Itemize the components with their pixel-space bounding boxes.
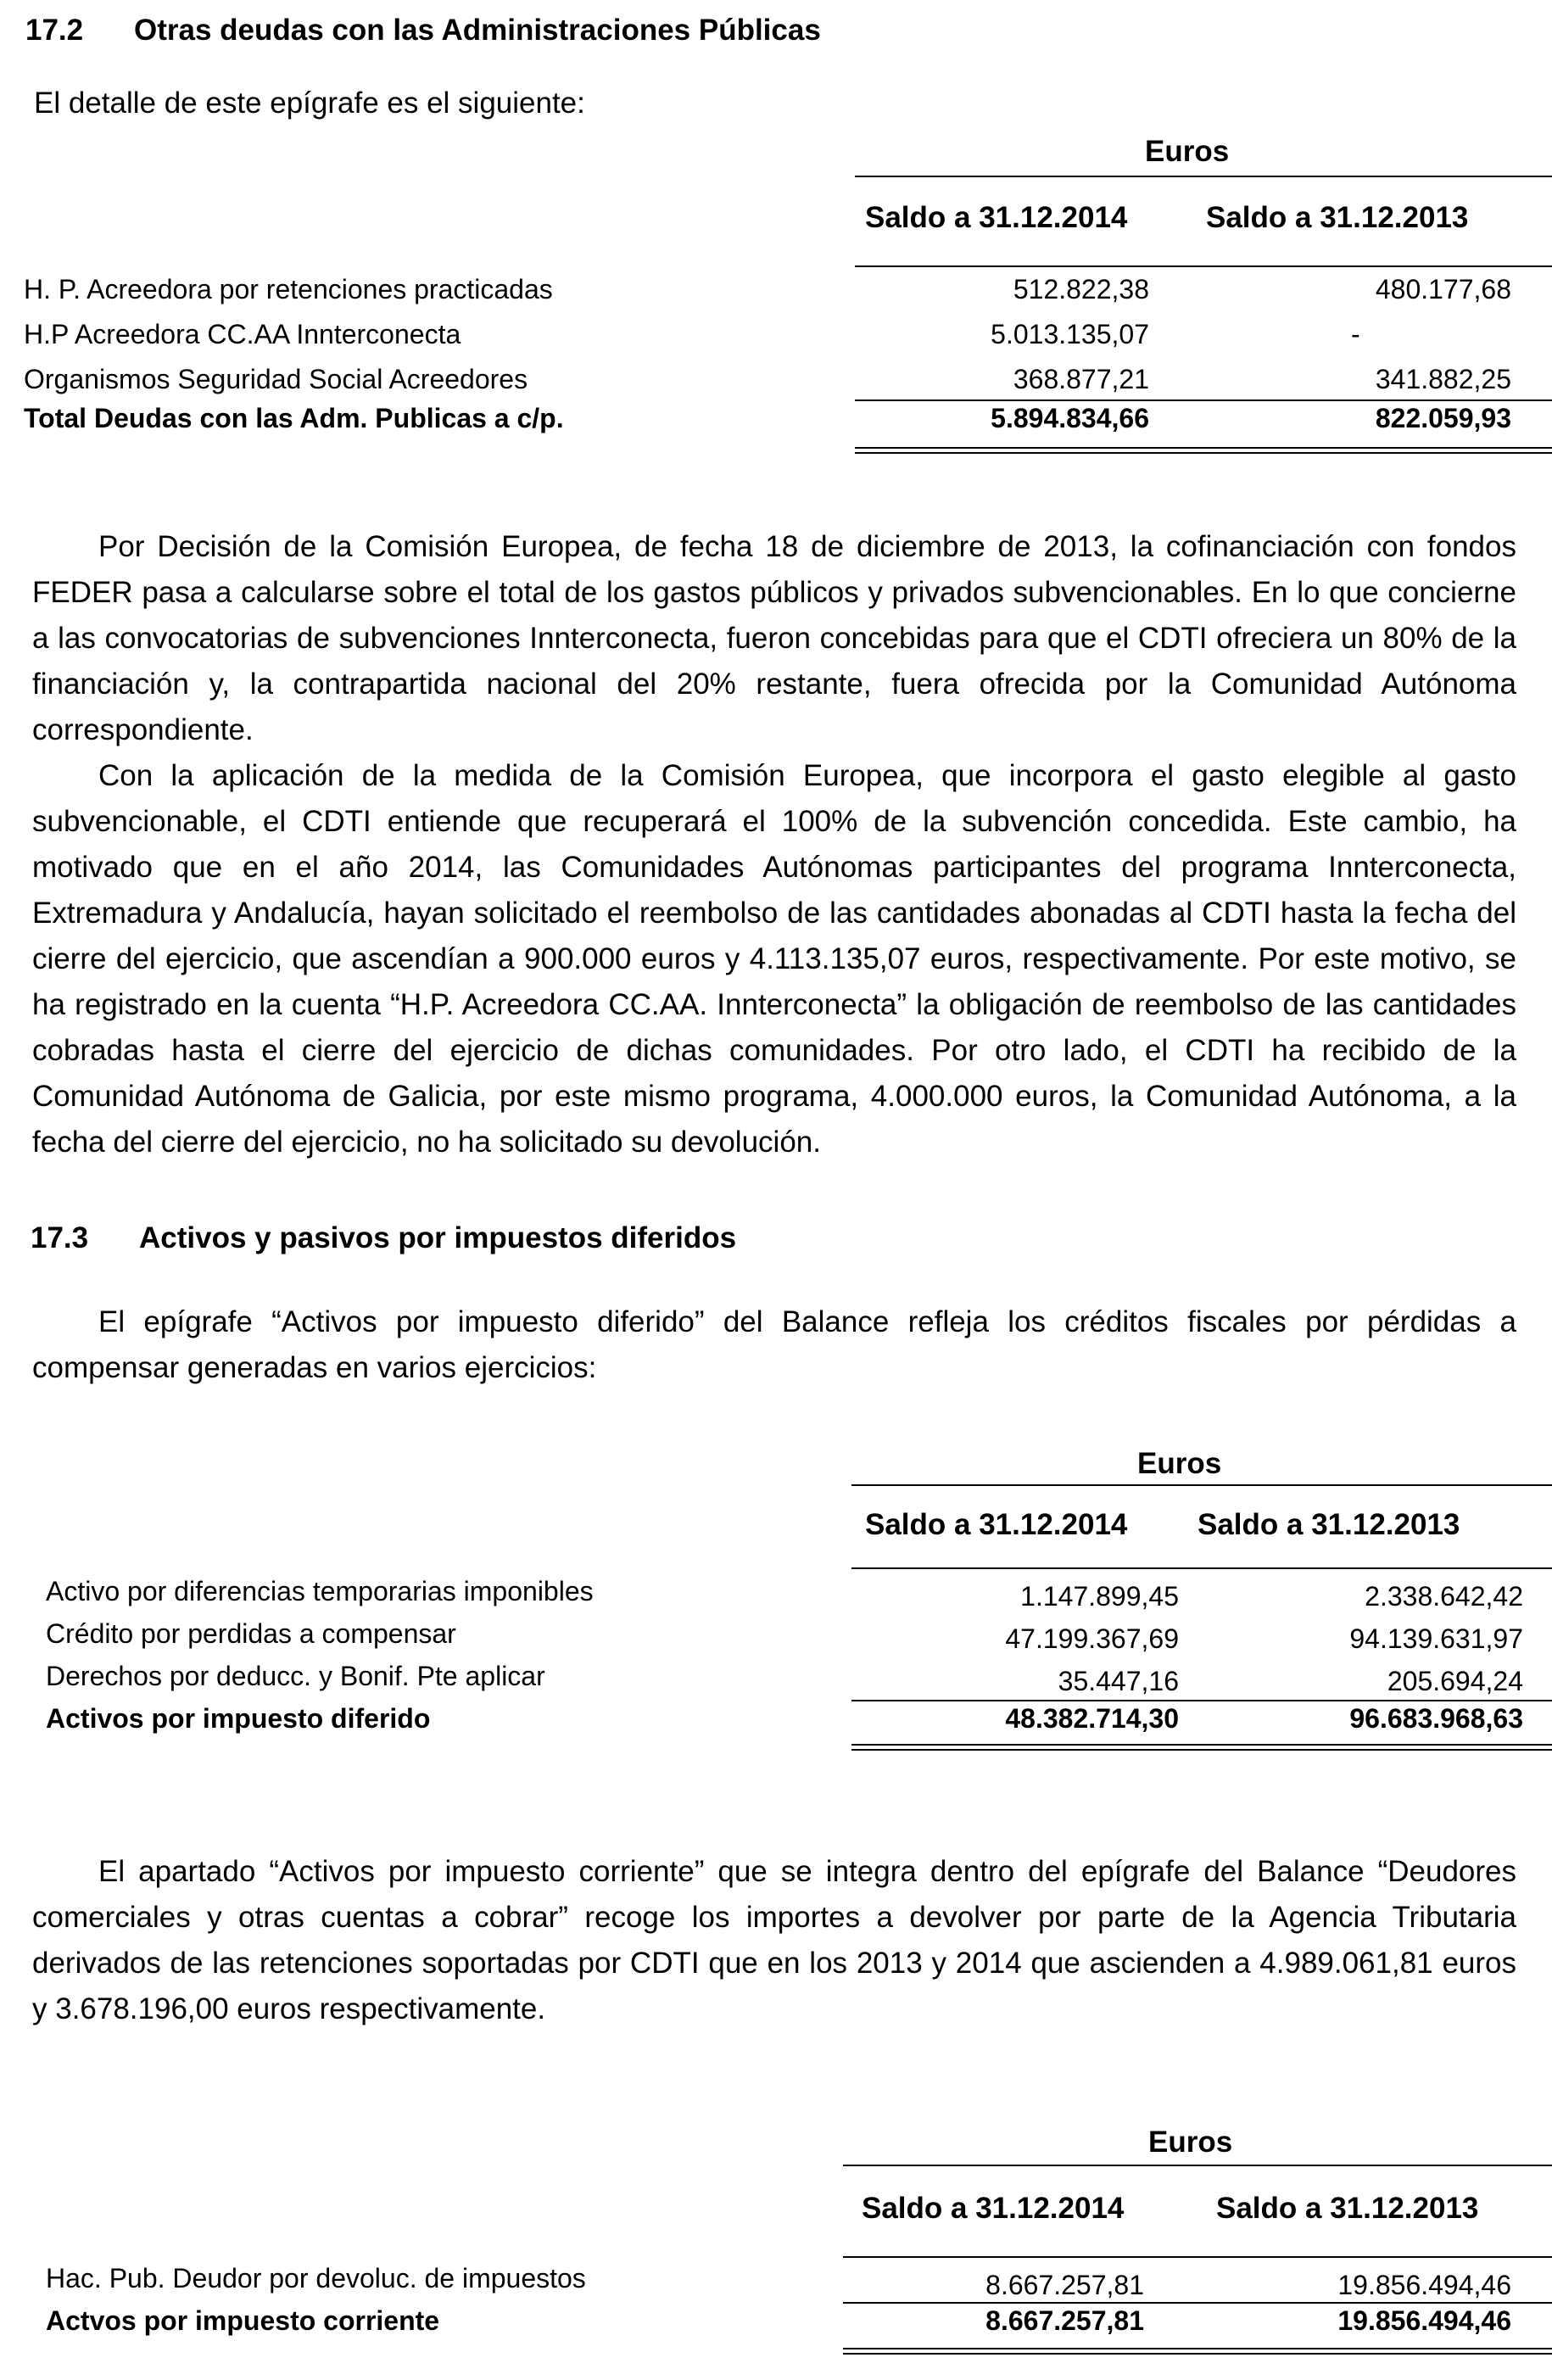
table-row [24,274,1535,318]
paragraph: Por Decisión de la Comisión Europea, de fecha 18 de diciembre de 2013, la cofinanciación con fondos FEDER pasa a calcularse sobre el total de los gastos públicos y privados subvencionables. En lo que concierne a las convocatorias de subvenciones Innterconecta, fueron concebidas para que el CDTI ofreciera un 80% de la financiación y, la contrapartida nacional del 20% restante, fuera ofrecida por la Comunidad Autónoma correspondiente. [32,530,1516,746]
section-title: Activos y pasivos por impuestos diferidos [139,1221,737,1254]
total-2013: 19.856.494,46 [1337,2305,1511,2336]
table-unit-header: Euros [1148,2126,1233,2159]
section-17-2-heading [25,14,821,47]
table-impuesto-corriente [46,2120,1538,2375]
table-deudas [24,131,1535,471]
col-header-2013: Saldo a 31.12.2013 [1206,201,1469,234]
section-number: 17.3 [31,1221,89,1254]
value-2014: 35.447,16 [1058,1666,1179,1696]
header-underline [855,265,1552,267]
row-label: Hac. Pub. Deudor por devoluc. de impuestos [46,2263,586,2293]
value-2013: 205.694,24 [1387,1666,1523,1696]
row-label: Activo por diferencias temporarias imponibles [46,1576,594,1606]
paragraph: El apartado “Activos por impuesto corriente” que se integra dentro del epígrafe del Balance “Deudores comerciales y otras cuentas a cobrar” recoge los importes a devolver por parte de la Agencia Tributaria derivados de las retenciones soportadas por CDTI que en los 2013 y 2014 que ascienden a 4.989.061,81 euros y 3.678.196,00 euros respectivamente. [32,1855,1516,2025]
section-17-3-heading [31,1221,736,1255]
paragraph: El epígrafe “Activos por impuesto diferido” del Balance refleja los créditos fiscales por pérdidas a compensar generadas en varios ejercicios: [32,1305,1516,1384]
section-number: 17.2 [25,14,84,47]
col-header-2014: Saldo a 31.12.2014 [865,1508,1128,1541]
row-label: H. P. Acreedora por retenciones practicadas [24,274,553,304]
section-title: Otras deudas con las Administraciones Públicas [134,14,821,47]
total-2014: 5.894.834,66 [991,403,1149,433]
total-2014: 48.382.714,30 [1005,1703,1179,1734]
value-2014: 5.013.135,07 [991,319,1149,349]
total-2013: 822.059,93 [1375,403,1511,433]
col-header-2013: Saldo a 31.12.2013 [1197,1508,1460,1541]
table-impuesto-diferido [46,1442,1538,1764]
unit-underline [851,1484,1552,1486]
total-double-line [851,1744,1552,1751]
paragraph: Con la aplicación de la medida de la Comisión Europea, que incorpora el gasto elegible al gasto subvencionable, el CDTI entiende que recuperará el 100% de la subvención concedida. Este cambio, ha motivado que en el año 2014, las Comunidades Autónomas participantes del programa Innterconecta, Extremadura y Andalucía, hayan solicitado el reembolso de las cantidades abonadas al CDTI hasta la fecha del cierre del ejercicio, que ascendían a 900.000 euros y 4.113.135,07 euros, respectivamente. Por este motivo, se ha registrado en la cuenta “H.P. Acreedora CC.AA. Innterconecta” la obligación de reembolso de las cantidades cobradas hasta el cierre del ejercicio de dichas comunidades. Por otro lado, el CDTI ha recibido de la Comunidad Autónoma de Galicia, por este mismo programa, 4.000.000 euros, la Comunidad Autónoma, a la fecha del cierre del ejercicio, no ha solicitado su devolución. [32,759,1516,1159]
body-text-17-3-intro [32,1299,1516,1391]
table-row [46,2263,1538,2307]
header-underline [843,2256,1552,2258]
col-header-2014: Saldo a 31.12.2014 [865,201,1128,234]
row-label: Derechos por deducc. y Bonif. Pte aplicar [46,1661,545,1691]
body-text-17-3 [32,1849,1516,2032]
unit-underline [843,2165,1552,2166]
total-double-line [843,2348,1552,2355]
value-2013: 19.856.494,46 [1337,2270,1511,2300]
section-intro: El detalle de este epígrafe es el siguiente: [34,87,585,120]
subtotal-line [843,2302,1552,2304]
total-label: Activos por impuesto diferido [46,1703,431,1734]
total-label: Total Deudas con las Adm. Publicas a c/p. [24,403,564,433]
value-2013: 341.882,25 [1375,364,1511,394]
table-row [24,364,1535,408]
value-2013: 480.177,68 [1375,274,1511,304]
subtotal-line [851,1700,1552,1701]
row-label: Organismos Seguridad Social Acreedores [24,364,528,394]
subtotal-line [855,399,1552,401]
table-row [46,1661,1538,1705]
total-label: Actvos por impuesto corriente [46,2305,440,2336]
table-row [24,319,1535,363]
col-header-2014: Saldo a 31.12.2014 [862,2192,1125,2225]
unit-underline [855,176,1552,177]
header-underline [851,1567,1552,1569]
table-total-row [46,1703,1538,1747]
value-2013: 94.139.631,97 [1349,1623,1523,1654]
table-total-row [46,2305,1538,2349]
value-2014: 47.199.367,69 [1005,1623,1179,1654]
table-total-row [24,403,1535,447]
total-2013: 96.683.968,63 [1349,1703,1523,1734]
value-2014: 368.877,21 [1013,364,1149,394]
row-label: Crédito por perdidas a compensar [46,1618,456,1649]
value-2013: - [1351,319,1360,349]
total-2014: 8.667.257,81 [985,2305,1144,2336]
table-row [46,1618,1538,1662]
total-double-line [855,447,1552,454]
table-row [46,1576,1538,1620]
row-label: H.P Acreedora CC.AA Innterconecta [24,319,461,349]
value-2014: 512.822,38 [1013,274,1149,304]
value-2014: 1.147.899,45 [1020,1581,1179,1612]
table-unit-header: Euros [1137,1447,1222,1480]
body-text-17-2 [32,524,1516,1165]
value-2013: 2.338.642,42 [1365,1581,1523,1612]
value-2014: 8.667.257,81 [985,2270,1144,2300]
col-header-2013: Saldo a 31.12.2013 [1216,2192,1479,2225]
table-unit-header: Euros [1145,135,1230,168]
